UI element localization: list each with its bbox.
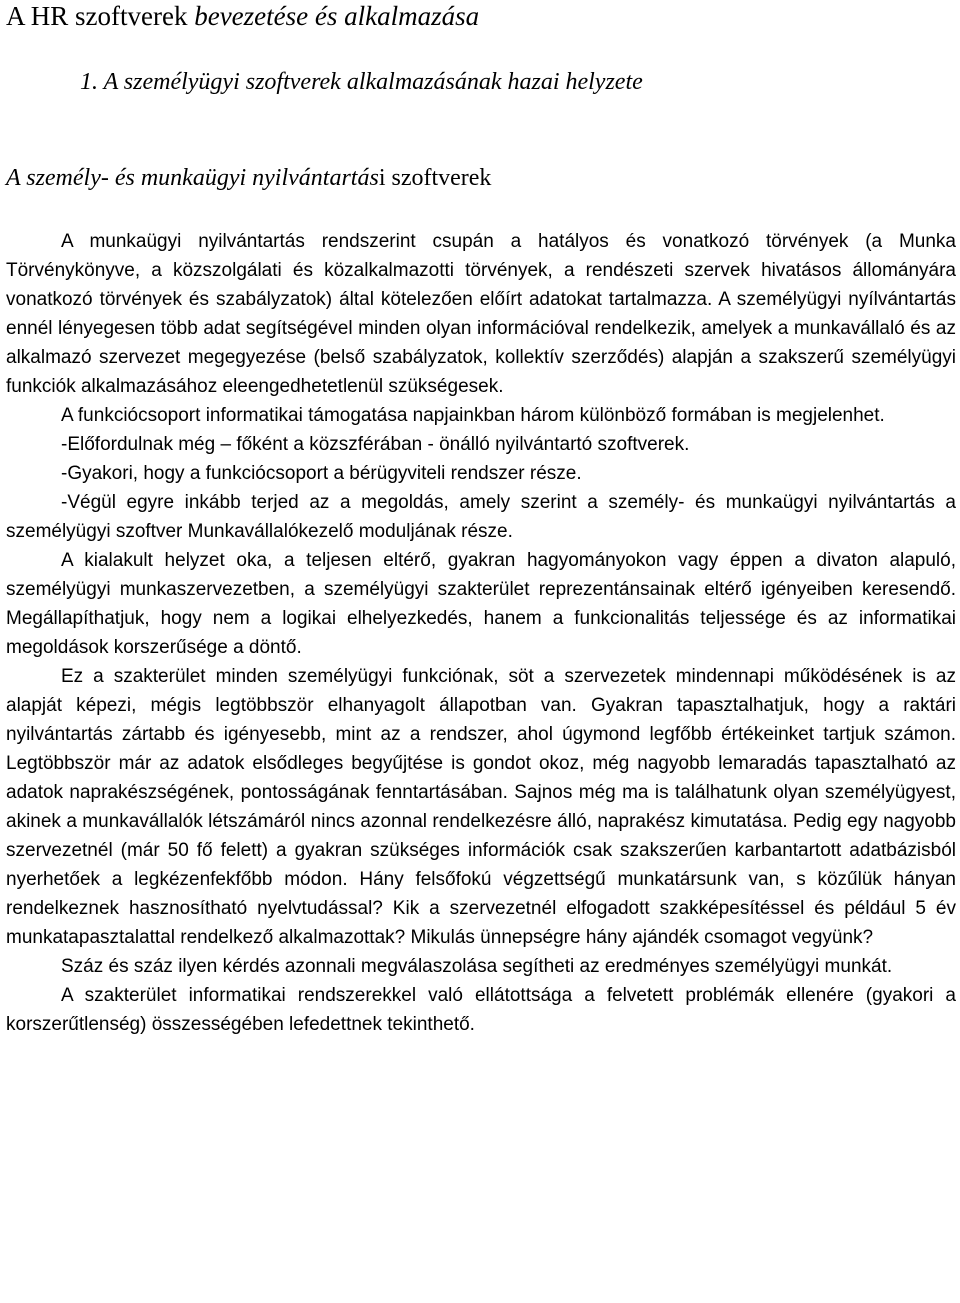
sub-heading-italic: A személy- és munkaügyi nyilvántartás <box>6 165 379 191</box>
sub-heading-plain: i szoftverek <box>378 165 492 191</box>
sub-heading <box>6 163 491 193</box>
paragraph: A munkaügyi nyilvántartás rendszerint csupán a hatályos és vonatkozó törvények (a Munka Törvénykönyve, a közszolgálati és közalkalmazotti törvények, a rendészeti szervek hivatásos állományára vonatkozó törvények és szabályzatok) által kötelezően előírt adatokat tartalmazza. A személyügyi nyílvántartás ennél lényegesen több adat segítségével minden olyan információval rendelkezik, amelyek a munkavállaló és az alkalmazó szervezet megegyezése (belső szabályzatok, kollektív szerződés) alapján a szakszerű személyügyi funkciók alkalmazásához eleengedhetetlenül szükségesek. <box>6 231 956 397</box>
document-title <box>6 0 479 32</box>
paragraph: -Előfordulnak még – főként a közszférában - önálló nyilvántartó szoftverek. <box>61 434 690 455</box>
body-text <box>6 227 956 1039</box>
paragraph: A szakterület informatikai rendszerekkel való ellátottsága a felvetett problémák ellenére (gyakori a korszerűtlenség) összességében lefedettnek tekinthető. <box>6 985 956 1035</box>
title-plain: A HR szoftverek <box>6 1 195 31</box>
paragraph: -Végül egyre inkább terjed az a megoldás, amely szerint a személy- és munkaügyi nyilvántartás a személyügyi szoftver Munkavállalókezelő moduljának része. <box>6 492 956 542</box>
paragraph: A funkciócsoport informatikai támogatása napjainkban három különböző formában is megjelenhet. <box>61 405 885 426</box>
paragraph: A kialakult helyzet oka, a teljesen eltérő, gyakran hagyományokon vagy éppen a divaton alapuló, személyügyi munkaszervezetben, a személyügyi szakterület reprezentánsainak eltérő igényeiben keresendő. Megállapíthatjuk, hogy nem a logikai elhelyezkedés, hanem a funkcionalitás teljessége és az informatikai megoldások korszerűsége a döntő. <box>6 550 956 658</box>
section-heading: 1. A személyügyi szoftverek alkalmazásának hazai helyzete <box>80 69 643 95</box>
paragraph: Száz és száz ilyen kérdés azonnali megválaszolása segítheti az eredményes személyügyi munkát. <box>61 956 893 977</box>
title-italic: bevezetése és alkalmazása <box>194 1 480 31</box>
paragraph: Ez a szakterület minden személyügyi funkciónak, söt a szervezetek mindennapi működésének is az alapját képezi, mégis legtöbbször elhanyagolt állapotban van. Gyakran tapasztalhatjuk, hogy a raktári nyilvántartás zártabb és igényesebb, mint az a rendszer, ahol úgymond legfőbb értékeinket tartjuk számon. Legtöbbször már az adatok elsődleges begyűjtése is gondot okoz, még nagyobb lemaradás tapasztalható az adatok naprakészségének, pontosságának fenntartásában. Sajnos még ma is találhatunk olyan személyügyest, akinek a munkavállalók létszámáról nincs azonnal rendelkezésre álló, naprakész kimutatása. Pedig egy nagyobb szervezetnél (már 50 fő felett) a gyakran szükséges információk csak szakszerűen karbantartott adatbázisból nyerhetőek a legkézenfekfőbb módon. Hány felsőfokú végzettségű munkatársunk van, s közűlük hányan rendelkeznek hasznosítható nyelvtudással? Kik a szervezetnél elfogadott szakképesítéssel és például 5 év munkatapasztalattal rendelkező alkalmazottak? Mikulás ünnepségre hány ajándék csomagot vegyünk? <box>6 666 956 948</box>
paragraph: -Gyakori, hogy a funkciócsoport a bérügyviteli rendszer része. <box>61 463 582 484</box>
